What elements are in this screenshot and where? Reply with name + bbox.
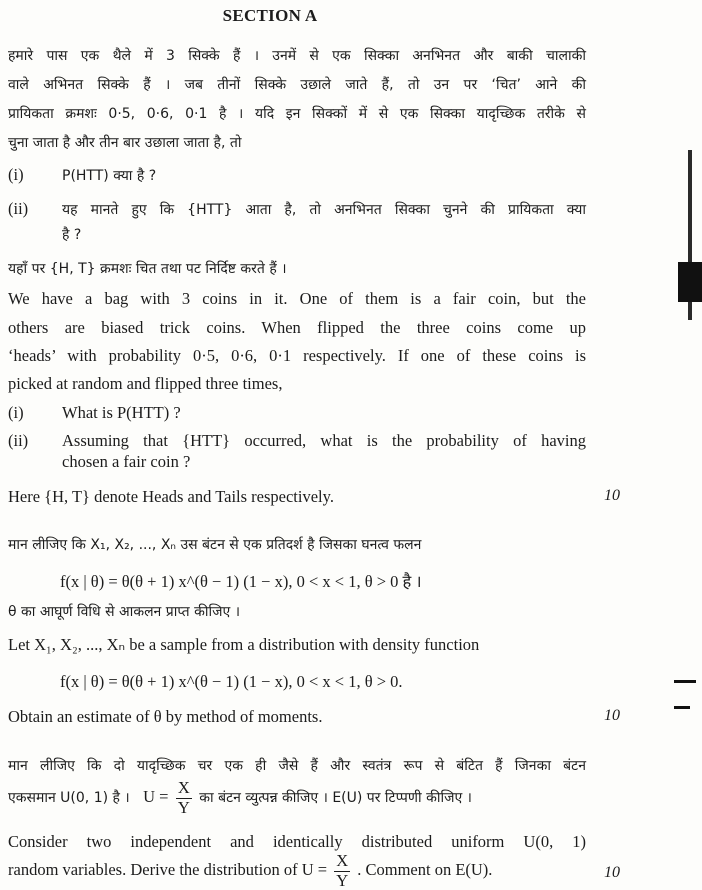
q1-english-line: others are biased trick coins. When flipped the three coins come up bbox=[8, 318, 586, 337]
q3-marks: 10 bbox=[604, 864, 620, 881]
fraction-x-over-y bbox=[334, 853, 350, 889]
q2-english-formula: f(x | θ) = θ(θ + 1) x^(θ − 1) (1 − x), 0 < x < 1, θ > 0. bbox=[60, 672, 403, 691]
q1-hindi-line: चुना जाता है और तीन बार उछाला जाता है, तो bbox=[8, 135, 242, 151]
q2-marks: 10 bbox=[604, 707, 620, 724]
fraction-x-over-y bbox=[176, 780, 192, 816]
q1-english-part-text: What is P(HTT) ? bbox=[62, 403, 181, 422]
q3-hindi-text: का बंटन व्युत्पन्न कीजिए । E(U) पर टिप्पणी कीजिए । bbox=[199, 790, 472, 806]
section-title: SECTION A bbox=[222, 6, 318, 25]
q1-hindi-part-text: यह मानते हुए कि {HTT} आता है, तो अनभिनत सिक्का चुनने की प्रायिकता क्या bbox=[62, 202, 586, 218]
q2-hindi-formula: f(x | θ) = θ(θ + 1) x^(θ − 1) (1 − x), 0 < x < 1, θ > 0 है । bbox=[60, 572, 422, 591]
q2-hindi-task: θ का आघूर्ण विधि से आकलन प्राप्त कीजिए । bbox=[8, 604, 241, 620]
q3-english-line bbox=[8, 853, 492, 889]
q1-hindi-part-text: है ? bbox=[62, 227, 82, 243]
q1-english-part-label: (i) bbox=[8, 403, 24, 422]
q1-hindi-note: यहाँ पर {H, T} क्रमशः चित तथा पट निर्दिष्ट करते हैं । bbox=[8, 261, 287, 277]
q1-english-line: We have a bag with 3 coins in it. One of them is a fair coin, but the bbox=[8, 289, 586, 308]
scan-edge-mark bbox=[674, 680, 696, 683]
q1-hindi-part-label: (ii) bbox=[8, 199, 29, 218]
q1-hindi-line: प्रायिकता क्रमशः 0·5, 0·6, 0·1 है । यदि इन सिक्कों में से एक सिक्का यादृच्छिक तरीके से bbox=[8, 106, 586, 122]
q1-hindi-part-label: (i) bbox=[8, 165, 24, 184]
fraction-denominator: Y bbox=[336, 870, 349, 890]
q3-english-line: Consider two independent and identically distributed uniform U(0, 1) bbox=[8, 832, 586, 851]
q1-english-line: picked at random and flipped three times, bbox=[8, 374, 283, 393]
q1-hindi-line: वाले अभिनत सिक्के हैं । जब तीनों सिक्के उछाले जाते हैं, तो उन पर ‘चित’ आने की bbox=[8, 77, 586, 93]
q3-hindi-text: एकसमान U(0, 1) है । bbox=[8, 790, 130, 806]
q1-hindi-part-text: P(HTT) क्या है ? bbox=[62, 168, 157, 184]
q1-english-line: ‘heads’ with probability 0·5, 0·6, 0·1 respectively. If one of these coins is bbox=[8, 346, 586, 365]
q1-english-part-label: (ii) bbox=[8, 431, 29, 450]
fraction-denominator: Y bbox=[177, 797, 190, 817]
q1-english-note: Here {H, T} denote Heads and Tails respectively. bbox=[8, 487, 334, 506]
q1-hindi-line: हमारे पास एक थैले में 3 सिक्के हैं । उनमें से एक सिक्का अनभिनत और बाकी चालाकी bbox=[8, 48, 586, 64]
q2-english-intro: Let X₁, X₂, ..., Xₙ be a sample from a distribution with density function bbox=[8, 635, 480, 654]
q3-hindi-line bbox=[8, 780, 472, 816]
q1-english-part-text: chosen a fair coin ? bbox=[62, 452, 191, 471]
q3-english-text: random variables. Derive the distribution of U = bbox=[8, 859, 328, 879]
q3-hindi-u-label: U = bbox=[143, 787, 169, 806]
q2-english-task: Obtain an estimate of θ by method of moments. bbox=[8, 707, 323, 726]
q1-english-part-text: Assuming that {HTT} occurred, what is the probability of having bbox=[62, 431, 586, 450]
q3-english-text: . Comment on E(U). bbox=[357, 859, 493, 879]
q1-marks: 10 bbox=[604, 487, 620, 504]
fraction-numerator: X bbox=[177, 778, 190, 797]
scan-edge-mark bbox=[674, 706, 690, 709]
q2-hindi-intro: मान लीजिए कि X₁, X₂, ..., Xₙ उस बंटन से एक प्रतिदर्श है जिसका घनत्व फलन bbox=[8, 537, 422, 553]
q3-hindi-line: मान लीजिए कि दो यादृच्छिक चर एक ही जैसे हैं और स्वतंत्र रूप से बंटित हैं जिनका बंटन bbox=[8, 758, 586, 774]
scan-edge-blot bbox=[678, 262, 702, 302]
fraction-numerator: X bbox=[336, 851, 349, 870]
